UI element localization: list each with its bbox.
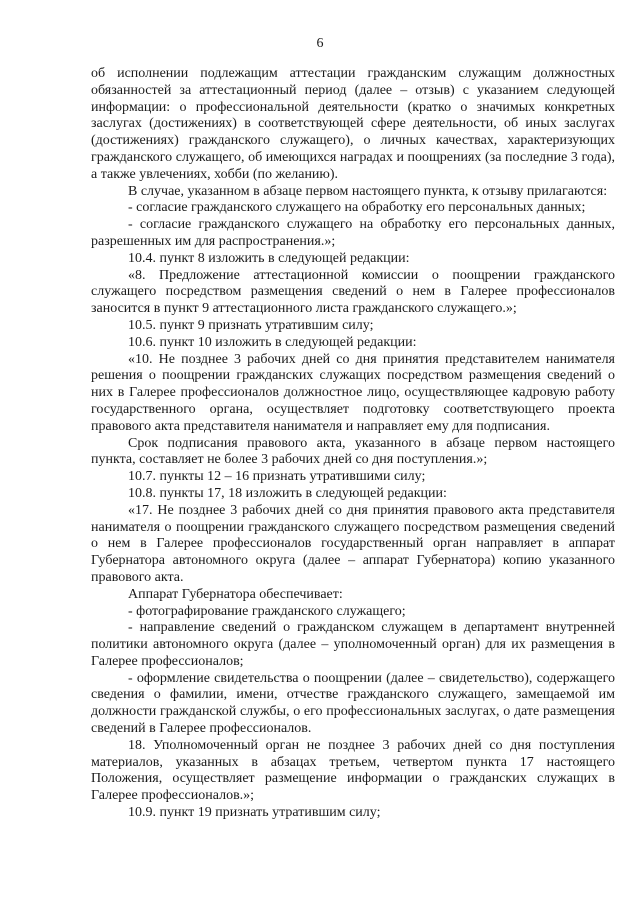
- document-paragraph: 10.8. пункты 17, 18 изложить в следующей редакции:: [128, 485, 447, 501]
- document-paragraph: «17. Не позднее 3 рабочих дней со дня принятия правового акта представителя нанимателя о поощрении гражданского служащего посредством размещения сведений о нем в Галерее профессионалов государственный орган направляет в аппарат Губернатора автономного округа (далее – аппарат Губернатора) копию указанного правового акта.: [91, 502, 615, 585]
- document-paragraph: 10.6. пункт 10 изложить в следующей редакции:: [128, 334, 417, 350]
- document-paragraph: - направление сведений о гражданском служащем в департамент внутренней политики автономного округа (далее – уполномоченный орган) для их размещения в Галерее профессионалов;: [91, 620, 615, 669]
- page-number: 6: [316, 36, 324, 51]
- document-paragraph: «10. Не позднее 3 рабочих дней со дня принятия представителем нанимателя решения о поощрении гражданских служащих посредством размещения сведений о них в Галерее профессионалов должностное лицо, осуществляющее кадровую работу государственного органа, осуществляет подготовку соответствующего проекта правового акта представителя нанимателя и направляет ему для подписания.: [91, 351, 615, 434]
- document-paragraph: 10.7. пункты 12 – 16 признать утратившими силу;: [128, 469, 426, 485]
- document-paragraph: 10.9. пункт 19 признать утратившим силу;: [128, 805, 381, 821]
- document-paragraph: - фотографирование гражданского служащего;: [128, 603, 406, 619]
- document-paragraph: Срок подписания правового акта, указанного в абзаце первом настоящего пункта, составляет не более 3 рабочих дней со дня поступления.»;: [91, 435, 615, 468]
- document-paragraph: - согласие гражданского служащего на обработку его персональных данных;: [128, 200, 586, 216]
- document-body: [91, 66, 615, 822]
- document-paragraph: об исполнении подлежащим аттестации гражданским служащим должностных обязанностей за аттестационный период (далее – отзыв) с указанием следующей информации: о профессиональной деятельности (кратко о значимых конкретных заслугах (достижениях) в соответствующей сфере деятельности, об иных заслугах (достижениях) гражданского служащего), о личных качествах, характеризующих гражданского служащего, об имеющихся наградах и поощрениях (за последние 3 года), а также увлечениях, хобби (по желанию).: [91, 66, 615, 182]
- document-paragraph: Аппарат Губернатора обеспечивает:: [128, 586, 343, 602]
- document-paragraph: «8. Предложение аттестационной комиссии о поощрении гражданского служащего посредством размещения сведений о нем в Галерее профессионалов заносится в пункт 9 аттестационного листа гражданского служащего.»;: [91, 267, 615, 317]
- document-paragraph: 18. Уполномоченный орган не позднее 3 рабочих дней со дня поступления материалов, указанных в абзацах третьем, четвертом пункта 17 настоящего Положения, осуществляет размещение информации о гражданских служащих в Галерее профессионалов.»;: [91, 737, 615, 804]
- document-paragraph: 10.5. пункт 9 признать утратившим силу;: [128, 317, 374, 333]
- document-paragraph: - оформление свидетельства о поощрении (далее – свидетельство), содержащего сведения о фамилии, имени, отчестве гражданского служащего, замещаемой им должности гражданской службы, о его профессиональных заслугах, о дате размещения сведений в Галерее профессионалов.: [91, 670, 615, 737]
- document-paragraph: - согласие гражданского служащего на обработку его персональных данных, разрешенных им для распространения.»;: [91, 217, 615, 249]
- document-paragraph: В случае, указанном в абзаце первом настоящего пункта, к отзыву прилагаются:: [128, 183, 608, 199]
- document-paragraph: 10.4. пункт 8 изложить в следующей редакции:: [128, 250, 410, 266]
